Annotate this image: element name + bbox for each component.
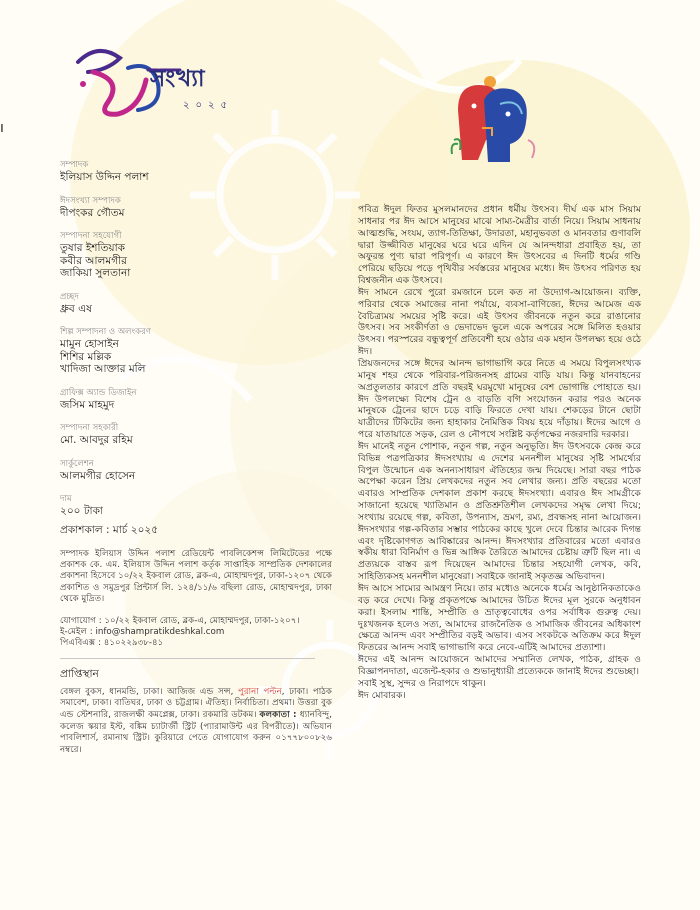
contact-pabx: পিএবিএক্স : ৪১০২২৯৩৮-৪১ [60, 638, 164, 649]
editorial-signoff: ঈদ মোবারক। [358, 689, 406, 701]
credit-role: প্রচ্ছদ [60, 291, 79, 302]
editorial-paragraph: পবিত্র ঈদুল ফিতর মুসলমানদের প্রধান ধর্মীয় উৎসব। দীর্ঘ এক মাস সিয়াম সাধনার পর ঈদ আসে মানুষের মাঝে সাম্য-মৈত্রীর বার্তা নিয়ে। সিয়াম সাধনায় আত্মশুদ্ধি, সংযম, ত্যাগ-তিতিক্ষা, উদারতা, মহানুভবতা ও মানবতার গুণাবলি দ্বারা উজ্জীবিত মানুষের ঘরে ঘরে এদিন যে আনন্দধারা প্রবাহিত হয়, তা অফুরন্ত পুণ্য দ্বারা পরিপূর্ণ। এ কারণে ঈদ উৎসবের এ দিনটি ধর্মের গণ্ডি পেরিয়ে ছড়িয়ে পড়ে পৃথিবীর সর্বস্তরের মানুষের মধ্যে। ঈদ উৎসব পরিণত হয় বিশ্বজনীন এক উৎসবে। [358, 204, 641, 287]
credit-role: সম্পাদনা সহযোগী [60, 231, 122, 241]
credit-editorial-associates [60, 231, 332, 280]
margin-mark: ı [0, 120, 4, 136]
credit-role: সম্পাদনা সহকারী [60, 423, 119, 433]
editorial-paragraph: প্রিয়জনদের সঙ্গে ঈদের আনন্দ ভাগাভাগি করে নিতে এ সময়ে বিপুলসংখ্যক মানুষ শহর থেকে পরিবার-পরিজনসহ গ্রামের বাড়ি যায়। কিন্তু যানবাহনের অপ্রতুলতার কারণে প্রতি বছরই ঘরমুখো মানুষের বেশ ভোগান্তি পোহাতে হয়। ঈদ উপলক্ষ্যে বিশেষ ট্রেন ও বাড়তি বগি সংযোজন করার পরও অনেক মানুষকে ট্রেনের ছাদে চড়ে বাড়ি ফিরতে দেখা যায়। শেকড়ের টানে ছোটা যাত্রীদের টিকিটের জন্য হাহাকার নৈমিত্তিক বিষয় হয়ে দাঁড়ায়। ঈদের আগে ও পরে যাতায়াতে সড়ক, রেল ও নৌপথে সংশ্লিষ্ট কর্তৃপক্ষের নজরদারি দরকার। [358, 357, 641, 441]
editorial-paragraph: ঈদের এই আনন্দ আয়োজনে আমাদের সম্মানিত লেখক, পাঠক, গ্রাহক ও বিজ্ঞাপনদাতা, এজেন্ট-হকার ও শুভানুধ্যায়ী প্রত্যেককে জানাই ঈদের শুভেচ্ছা। [358, 654, 641, 677]
credit-name: মামুন হোসাইন [60, 338, 119, 350]
publication-date: প্রকাশকাল : মার্চ ২০২৫ [60, 523, 159, 536]
divider [60, 658, 315, 659]
editorial-paragraph: ঈদ আসে সাম্যের আমন্ত্রণ নিয়ে। তার মধ্যেও অনেকে ধর্মের আনুষ্ঠানিকতাকেও বড় করে দেখে। কিন্তু প্রকৃতপক্ষে আমাদের উচিত ঈদের মূল সুরকে অনুধাবন করা। ইসলাম শান্তি, সম্প্রীতি ও ভ্রাতৃত্ববোধের ওপর সর্বাধিক গুরুত্ব দেয়। দুঃখজনক হলেও সত্য, আমাদের রাজনৈতিক ও সামাজিক জীবনের অধিকাংশ ক্ষেত্রে আনন্দ এবং সম্প্রীতির বড়ই অভাব। এসব সংকটকে অতিক্রম করে ঈদুল ফিতরের আনন্দ সবাই ভাগাভাগি করে নেবে-এটিই আমাদের প্রত্যাশা। [358, 583, 641, 654]
editorial-paragraph: সবাই সুস্থ, সুন্দর ও নিরাপদে থাকুন। [358, 677, 486, 689]
credit-role: গ্রাফিক্স অ্যান্ড ডিজাইন [60, 387, 137, 398]
credit-name: জসিম মাহমুদ [60, 398, 115, 411]
credit-name: তুষার ইশতিয়াক [60, 242, 125, 254]
availability-part: , ঢাকা। পাঠক সমাবেশ, ঢাকা। বাতিঘর, ঢাকা ও চট্টগ্রাম। ঐতিহ্য। নির্বাচিতা। প্রথমা। উত্তরা বুক এন্ড স্টেশনারি, রাজলক্ষী কমপ্লেক্স, ঢাকা। রকমারি ডটকম। [60, 686, 333, 720]
credit-graphics [60, 388, 332, 412]
editorial-paragraph: ঈদ সামনে রেখে পুরো রমজানে চলে কত না উদ্যোগ-আয়োজন। ব্যক্তি, পরিবার থেকে সমাজের নানা পর্যায়ে, ব্যবসা-বাণিজ্যে, ঈদের আমেজ এক বৈচিত্র্যময় সময়ের সৃষ্টি করে। এই উৎসব জীবনকে নতুন করে রাঙানোর উৎসব। সব সংকীর্ণতা ও ভেদাভেদ ভুলে একে অপরের সঙ্গে মিলিত হওয়ার উৎসব। পরস্পরের বন্ধুত্বপূর্ণ প্রতিবেশী হয়ে ওঠার এক মহান উপলক্ষ্য হয়ে ওঠে ঈদ। [358, 286, 641, 358]
credit-name: আলমগীর হোসেন [60, 469, 136, 482]
credit-name: জাকিয়া সুলতানা [60, 267, 131, 279]
price-value: ২০০ টাকা [60, 505, 103, 517]
email-link[interactable]: info@shampratikdeshkal.com [95, 626, 225, 637]
credit-name: কবীর আলমগীর [60, 254, 127, 267]
kolkata-text: ধ্যানবিন্দু, কলেজ স্কয়ার ইস্ট, বঙ্কিম চ্যাটার্জী স্ট্রিট (প্যারামাউন্ট এর বিপরীতে)। অভিযান পাবলিশার্স, রমানাথ স্ট্রিট। [60, 709, 332, 744]
credit-editor [60, 160, 332, 184]
contact-block [60, 616, 332, 650]
kolkata-label: কলকাতা : [259, 709, 300, 720]
availability-text [60, 687, 332, 757]
credit-role: ঈদসংখ্যা সম্পাদক [60, 195, 121, 206]
credit-name: মো. আবদুর রহিম [60, 434, 133, 446]
contact-email-line [60, 627, 332, 638]
issue-year: ২০২৫ [183, 100, 233, 111]
credit-editorial-assistant [60, 423, 332, 447]
availability-highlight: পুরানা পল্টন [237, 686, 282, 697]
credit-name: শিশির মল্লিক [60, 350, 112, 363]
imprint-text: সম্পাদক ইলিয়াস উদ্দিন পলাশ রেডিয়েন্ট পাবলিকেশন্স লিমিটেডের পক্ষে প্রকাশক কে. এম. ইলিয়াস উদ্দিন পলাশ কর্তৃক সাপ্তাহিক সাম্প্রতিক দেশকালের প্রকাশনা হিসেবে ১০/২২ ইকবাল রোড, ব্লক-এ, মোহাম্মদপুর, ঢাকা-১২০৭ থেকে প্রকাশিত ও সমুদ্রপুর প্রিন্টার্স লি. ১২৪/১১/৬ বছিলা রোড, মোহাম্মদপুর, ঢাকা থেকে মুদ্রিত। [60, 548, 332, 605]
contact-address: যোগাযোগ : ১০/২২ ইকবাল রোড, ব্লক-এ, মোহাম্মদপুর, ঢাকা-১২০৭। [60, 615, 300, 626]
editorial-paragraph: ঈদ মানেই নতুন পোশাক, নতুন গল্প, নতুন অনুভূতি। ঈদ উৎসবকে কেন্দ্র করে বিভিন্ন পত্রপত্রিকার ঈদসংখ্যায় এ দেশের মননশীল মানুষের সৃষ্টি সামর্থ্যের বিপুল উন্মোচন এক অনন্যসাধারণ ঐতিহ্যের জন্ম দিয়েছে। সারা বছর পাঠক অপেক্ষা করেন প্রিয় লেখকদের নতুন সব লেখার জন্য। প্রতি বছরের মতো এবারও সাম্প্রতিক দেশকাল প্রকাশ করছে ঈদসংখ্যা। এবারও ঈদ সামগ্রীকে সাজানো হয়েছে খ্যাতিমান ও প্রতিশ্রুতিশীল লেখকদের সমৃদ্ধ লেখা দিয়ে; সংখ্যায় রয়েছে গল্প, কবিতা, উপন্যাস, ভ্রমণ, রম্য, প্রবন্ধসহ নানা আয়োজন। ঈদসংখ্যার গল্প-কবিতার সম্ভার পাঠকের কাছে খুলে দেবে চিন্তার আরেক দিগন্ত এবং দৃষ্টিকোণগত আবিষ্কারের আনন্দ। ঈদসংখ্যার প্রতিবারের মতো এবারও স্বকীয় ধারা বিনির্মাণ ও ভিন্ন আঙ্গিক তৈরিতে আমাদের চেষ্টায় ত্রুটি ছিল না। এ প্রত্যয়কে বাস্তব রূপ দিয়েছেন আমাদের চিন্তার সহযোগী লেখক, কবি, সাহিত্যিকসহ মননশীল মানুষেরা। সবাইকে জানাই সকৃতজ্ঞ অভিবাদন। [358, 440, 641, 583]
issue-word: সংখ্যা [150, 66, 206, 92]
credit-name: ইলিয়াস উদ্দিন পলাশ [60, 171, 149, 183]
credit-role: সম্পাদক [60, 160, 89, 170]
credit-eid-editor [60, 196, 332, 220]
credit-art [60, 327, 332, 376]
credit-name: খাদিজা আক্তার মলি [60, 363, 146, 375]
availability-part: বেঙ্গল বুকস, ধানমন্ডি, ঢাকা। আজিজ এন্ড সন্স, [60, 686, 238, 697]
email-label: ই-মেইল : [60, 626, 96, 637]
credit-circulation [60, 459, 332, 483]
courier-text: কুরিয়ারে পেতে যোগাযোগ করুন ০১৭৭৮০০৮২৬ নম্বরে। [60, 733, 333, 755]
price-label: দাম [60, 494, 72, 504]
credit-name: দীপংকর গৌতম [60, 206, 125, 219]
credit-cover [60, 292, 332, 316]
credit-name: ধ্রুব এষ [60, 302, 92, 315]
availability-heading: প্রাপ্তিস্থান [60, 667, 99, 680]
editorial-column [358, 204, 641, 701]
credit-role: সার্কুলেশন [60, 458, 94, 469]
credits-column [60, 160, 332, 756]
credit-role: শিল্প সম্পাদনা ও অলংকরণ [60, 327, 151, 337]
faces-illustration [448, 70, 538, 165]
